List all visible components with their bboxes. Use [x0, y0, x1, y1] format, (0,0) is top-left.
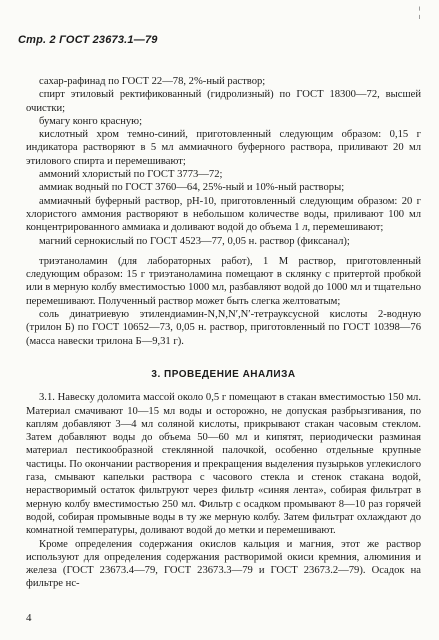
paragraph: соль динатриевую этилендиамин-N,N,N′,N′-тетрауксусной кислоты 2-водную (трилон Б) по ГОСТ 10652—73, 0,05 н. раствор, приготовленный по ГОСТ 10398—76 (масса навески трилона Б—9,31 г).	[26, 309, 421, 347]
section-heading: 3. ПРОВЕДЕНИЕ АНАЛИЗА	[151, 368, 296, 380]
paragraph: Кроме определения содержания окислов кальция и магния, этот же раствор используют для определения содержания растворимой окиси кремния, алюминия и железа (ГОСТ 23673.4—79, ГОСТ 23673.3—79 и ГОСТ 23673.2—79). Осадок на фильтре нс-	[26, 538, 421, 590]
paragraph: магний сернокислый по ГОСТ 4523—77, 0,05 н. раствор (фиксанал);	[39, 235, 350, 247]
paragraph: аммоний хлористый по ГОСТ 3773—72;	[39, 169, 223, 181]
body-text	[26, 75, 421, 591]
paragraph: триэтаноламин (для лабораторных работ), 1 М раствор, приготовленный следующим образом: 15 г триэтаноламина помещают в склянку с притертой пробкой или в мерную колбу вместимостью 1000 мл, разбавляют водой до 1000 мл и тщательно перемешивают. Полученный раствор может быть слегка желтоватым;	[26, 255, 421, 307]
paragraph: бумагу конго красную;	[39, 115, 143, 127]
paragraph: сахар-рафинад по ГОСТ 22—78, 2%-ный раствор;	[39, 76, 266, 87]
paragraph: 3.1. Навеску доломита массой около 0,5 г помещают в стакан вместимостью 150 мл. Материал смачивают 10—15 мл воды и осторожно, не допуская разбрызгивания, по каплям добавляют 3—4 мл соляной кислоты, прикрывают стакан часовым стеклом. Затем добавляют воды до объема 50—60 мл и кипятят, периодически разминая материал пестикообразной стеклянной палочкой, особенно отдельные крупные частицы. По окончании растворения и прекращения выделения пузырьков углекислого газа, смывают капельки раствора с часового стекла и стенок стакана водой, нерастворимый остаток фильтруют через фильтр «синяя лента», собирая фильтрат в мерную колбу вместимостью 250 мл. Фильтр с осадком промывают 8—10 раз горячей водой, собирая промывные воды в ту же мерную колбу. Затем фильтрат охлаждают до комнатной температуры, доливают водой до метки и перемешивают.	[26, 392, 421, 537]
corner-mark: ¦	[418, 5, 421, 20]
running-header: Стр. 2 ГОСТ 23673.1—79	[18, 34, 158, 46]
paragraph: аммиак водный по ГОСТ 3760—64, 25%-ный и 10%-ный растворы;	[39, 182, 345, 194]
paragraph: аммиачный буферный раствор, рН-10, приготовленный следующим образом: 20 г хлористого аммония растворяют в небольшом количестве воды, приливают 100 мл концентрированного аммиака и доливают водой до объема 1 л, перемешивают;	[26, 195, 421, 234]
paragraph: спирт этиловый ректификованный (гидролизный) по ГОСТ 18300—72, высшей очистки;	[26, 89, 421, 114]
paragraph-gap	[26, 248, 421, 255]
page-number: 4	[26, 612, 32, 624]
paragraph: кислотный хром темно-синий, приготовленный следующим образом: 0,15 г индикатора растворяют в 5 мл аммиачного буферного раствора, приливают 20 мл этилового спирта и перемешивают;	[26, 129, 421, 167]
